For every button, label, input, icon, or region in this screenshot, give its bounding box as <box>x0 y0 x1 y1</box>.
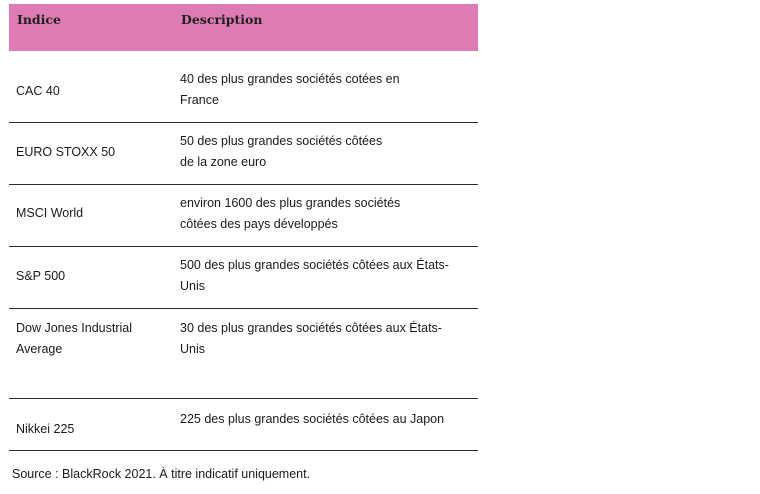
index-name-line: Average <box>16 342 63 356</box>
index-description <box>180 255 472 297</box>
index-description <box>180 318 472 360</box>
index-name: EURO STOXX 50 <box>16 145 116 159</box>
index-description <box>180 69 472 111</box>
description-line: 30 des plus grandes sociétés côtées aux États- <box>180 321 442 335</box>
description-line: 50 des plus grandes sociétés côtées <box>180 134 383 148</box>
table-row <box>9 247 478 309</box>
index-name: CAC 40 <box>16 84 60 98</box>
header-description: Description <box>181 12 263 27</box>
index-name-line: Dow Jones Industrial <box>16 321 133 335</box>
source-note: Source : BlackRock 2021. À titre indicatif uniquement. <box>12 467 311 481</box>
index-name <box>16 318 166 360</box>
table-header <box>9 4 478 51</box>
description-line: France <box>180 93 219 107</box>
indices-table <box>9 4 478 451</box>
index-description <box>180 131 472 173</box>
table-row <box>9 51 478 123</box>
index-name: S&P 500 <box>16 269 66 283</box>
table-row <box>9 309 478 399</box>
description-line: 225 des plus grandes sociétés côtées au Japon <box>180 412 445 426</box>
description-line: de la zone euro <box>180 155 267 169</box>
description-line: Unis <box>180 342 206 356</box>
description-line: Unis <box>180 279 206 293</box>
index-description <box>180 409 472 430</box>
table-row <box>9 399 478 451</box>
table-row <box>9 185 478 247</box>
header-indice: Indice <box>17 12 61 27</box>
description-line: environ 1600 des plus grandes sociétés <box>180 196 401 210</box>
table-row <box>9 123 478 185</box>
index-description <box>180 193 472 235</box>
index-name: Nikkei 225 <box>16 422 75 436</box>
index-name: MSCI World <box>16 206 84 220</box>
description-line: côtées des pays développés <box>180 217 338 231</box>
description-line: 40 des plus grandes sociétés cotées en <box>180 72 400 86</box>
description-line: 500 des plus grandes sociétés côtées aux États- <box>180 258 449 272</box>
